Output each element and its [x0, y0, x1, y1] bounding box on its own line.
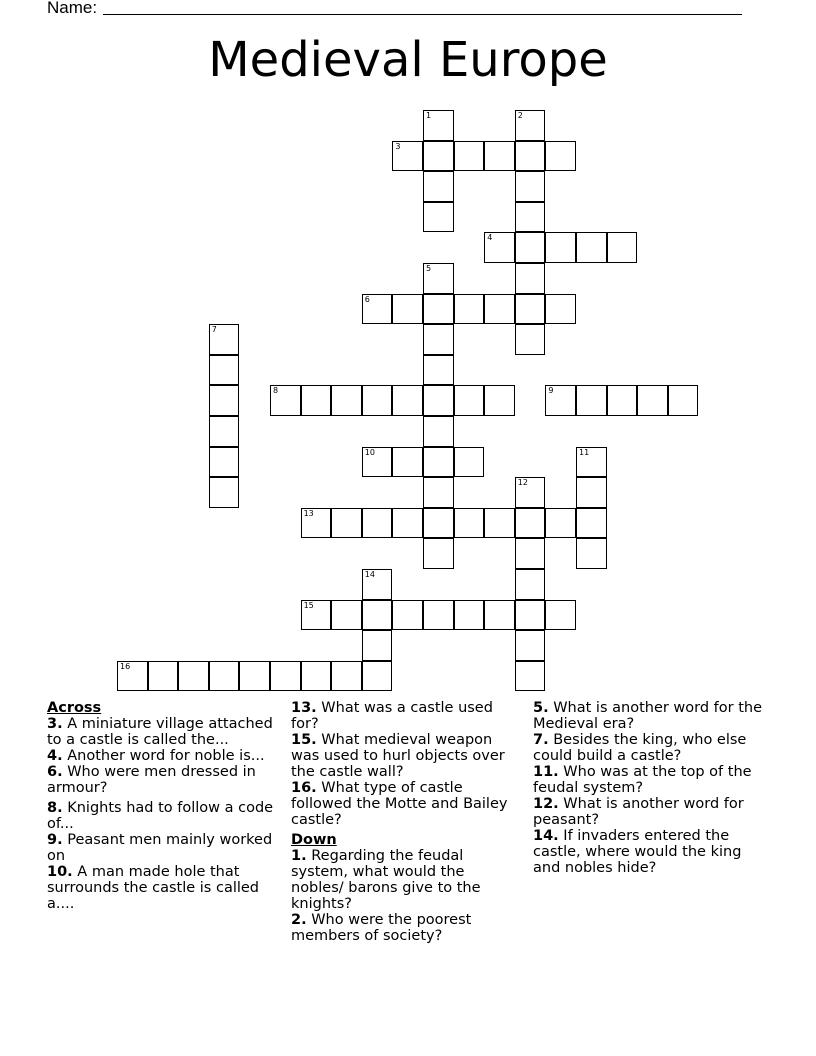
clue-number: 9	[548, 386, 554, 396]
grid-cell[interactable]	[515, 171, 546, 202]
grid-cell[interactable]	[331, 600, 362, 631]
grid-cell[interactable]	[178, 661, 209, 692]
down-heading: Down	[291, 832, 337, 848]
grid-cell[interactable]	[392, 141, 423, 172]
grid-cell[interactable]	[545, 508, 576, 539]
grid-cell[interactable]	[515, 141, 546, 172]
grid-cell[interactable]	[484, 232, 515, 263]
clue-down-1: 1. Regarding the feudal system, what would the nobles/ barons give to the knights?	[291, 848, 481, 912]
grid-cell[interactable]	[392, 294, 423, 325]
grid-cell[interactable]	[270, 385, 301, 416]
grid-cell[interactable]	[423, 416, 454, 447]
grid-cell[interactable]	[301, 661, 332, 692]
grid-cell[interactable]	[392, 508, 423, 539]
grid-cell[interactable]	[668, 385, 699, 416]
grid-cell[interactable]	[515, 110, 546, 141]
grid-cell[interactable]	[484, 508, 515, 539]
clue-column-3	[533, 700, 768, 876]
clue-down-7: 7. Besides the king, who else could build a castle?	[533, 732, 747, 764]
grid-cell[interactable]	[331, 661, 362, 692]
grid-cell[interactable]	[423, 141, 454, 172]
clue-number: 12	[517, 478, 528, 488]
grid-cell[interactable]	[515, 232, 546, 263]
grid-cell[interactable]	[423, 385, 454, 416]
grid-cell[interactable]	[362, 661, 393, 692]
grid-cell[interactable]	[454, 600, 485, 631]
grid-cell[interactable]	[362, 294, 393, 325]
grid-cell[interactable]	[209, 477, 240, 508]
clue-across-13: 13. What was a castle used for?	[291, 700, 493, 732]
grid-cell[interactable]	[576, 447, 607, 478]
grid-cell[interactable]	[484, 294, 515, 325]
grid-cell[interactable]	[148, 661, 179, 692]
grid-cell[interactable]	[270, 661, 301, 692]
clue-number: 14	[364, 570, 375, 579]
grid-cell[interactable]	[117, 661, 148, 692]
grid-cell[interactable]	[454, 141, 485, 172]
clue-number: 1	[426, 111, 432, 120]
grid-cell[interactable]	[392, 600, 423, 631]
grid-cell[interactable]	[423, 263, 454, 294]
clue-across-8: 8. Knights had to follow a code of...	[47, 800, 274, 832]
grid-cell[interactable]	[423, 508, 454, 539]
clue-across-16: 16. What type of castle followed the Motte and Bailey castle?	[291, 780, 508, 828]
clue-across-3: 3. A miniature village attached to a castle is called the...	[47, 716, 273, 748]
grid-cell[interactable]	[576, 538, 607, 569]
grid-cell[interactable]	[423, 324, 454, 355]
clue-across-6: 6. Who were men dressed in armour?	[47, 764, 256, 796]
grid-cell[interactable]	[515, 263, 546, 294]
grid-cell[interactable]	[576, 385, 607, 416]
grid-cell[interactable]	[423, 355, 454, 386]
grid-cell[interactable]	[362, 630, 393, 661]
grid-cell[interactable]	[301, 508, 332, 539]
clue-number: 13	[303, 508, 314, 518]
grid-cell[interactable]	[484, 385, 515, 416]
clue-column-2	[291, 700, 521, 944]
grid-cell[interactable]	[515, 324, 546, 355]
grid-cell[interactable]	[423, 600, 454, 631]
grid-cell[interactable]	[515, 630, 546, 661]
page-title: Medieval Europe	[208, 32, 608, 88]
grid-cell[interactable]	[515, 202, 546, 233]
clue-number: 8	[273, 386, 279, 396]
clue-number: 5	[426, 264, 432, 273]
grid-cell[interactable]	[454, 447, 485, 478]
grid-cell[interactable]	[576, 508, 607, 539]
grid-cell[interactable]	[576, 477, 607, 508]
clue-across-9: 9. Peasant men mainly worked on	[47, 832, 273, 864]
grid-cell[interactable]	[209, 324, 240, 355]
grid-cell[interactable]	[301, 600, 332, 631]
grid-cell[interactable]	[515, 477, 546, 508]
grid-cell[interactable]	[515, 508, 546, 539]
grid-cell[interactable]	[637, 385, 668, 416]
grid-cell[interactable]	[331, 385, 362, 416]
clue-number: 15	[303, 600, 314, 610]
clue-number: 11	[579, 447, 590, 457]
grid-cell[interactable]	[331, 508, 362, 539]
grid-cell[interactable]	[576, 232, 607, 263]
grid-cell[interactable]	[545, 294, 576, 325]
clue-number: 4	[487, 233, 493, 243]
clue-column-1	[47, 700, 275, 912]
clue-down-12: 12. What is another word for peasant?	[533, 796, 744, 828]
grid-cell[interactable]	[362, 385, 393, 416]
grid-cell[interactable]	[423, 538, 454, 569]
grid-cell[interactable]	[454, 385, 485, 416]
grid-cell[interactable]	[209, 385, 240, 416]
clue-down-2: 2. Who were the poorest members of society?	[291, 912, 472, 944]
clue-number: 16	[120, 661, 131, 671]
grid-cell[interactable]	[484, 600, 515, 631]
grid-cell[interactable]	[209, 416, 240, 447]
grid-cell[interactable]	[239, 661, 270, 692]
across-heading: Across	[47, 700, 102, 716]
clue-number: 3	[395, 141, 401, 151]
grid-cell[interactable]	[362, 600, 393, 631]
grid-cell[interactable]	[607, 232, 638, 263]
grid-cell[interactable]	[515, 661, 546, 692]
clue-across-4: 4. Another word for noble is...	[47, 748, 265, 764]
name-label: Name:	[47, 0, 98, 17]
grid-cell[interactable]	[454, 508, 485, 539]
grid-cell[interactable]	[515, 600, 546, 631]
grid-cell[interactable]	[392, 447, 423, 478]
grid-cell[interactable]	[515, 569, 546, 600]
clue-down-5: 5. What is another word for the Medieval era?	[533, 700, 763, 732]
grid-cell[interactable]	[545, 385, 576, 416]
clue-number: 7	[211, 325, 217, 335]
clue-number: 6	[364, 294, 370, 304]
clue-across-15: 15. What medieval weapon was used to hurl objects over the castle wall?	[291, 732, 505, 780]
grid-cell[interactable]	[209, 447, 240, 478]
clue-down-11: 11. Who was at the top of the feudal system?	[533, 764, 752, 796]
clue-number: 2	[517, 111, 523, 120]
clue-across-10: 10. A man made hole that surrounds the castle is called a....	[47, 864, 260, 912]
grid-cell[interactable]	[545, 232, 576, 263]
clue-down-14: 14. If invaders entered the castle, where would the king and nobles hide?	[533, 828, 742, 876]
grid-cell[interactable]	[362, 447, 393, 478]
grid-cell[interactable]	[301, 385, 332, 416]
grid-cell[interactable]	[209, 355, 240, 386]
grid-cell[interactable]	[362, 569, 393, 600]
grid-cell[interactable]	[545, 600, 576, 631]
grid-cell[interactable]	[423, 171, 454, 202]
grid-cell[interactable]	[423, 202, 454, 233]
grid-cell[interactable]	[515, 294, 546, 325]
grid-cell[interactable]	[423, 477, 454, 508]
grid-cell[interactable]	[607, 385, 638, 416]
grid-cell[interactable]	[423, 110, 454, 141]
grid-cell[interactable]	[545, 141, 576, 172]
grid-cell[interactable]	[484, 141, 515, 172]
grid-cell[interactable]	[454, 294, 485, 325]
grid-cell[interactable]	[392, 385, 423, 416]
clue-number: 10	[364, 447, 375, 457]
grid-cell[interactable]	[423, 447, 454, 478]
grid-cell[interactable]	[209, 661, 240, 692]
grid-cell[interactable]	[423, 294, 454, 325]
grid-cell[interactable]	[515, 538, 546, 569]
grid-cell[interactable]	[362, 508, 393, 539]
